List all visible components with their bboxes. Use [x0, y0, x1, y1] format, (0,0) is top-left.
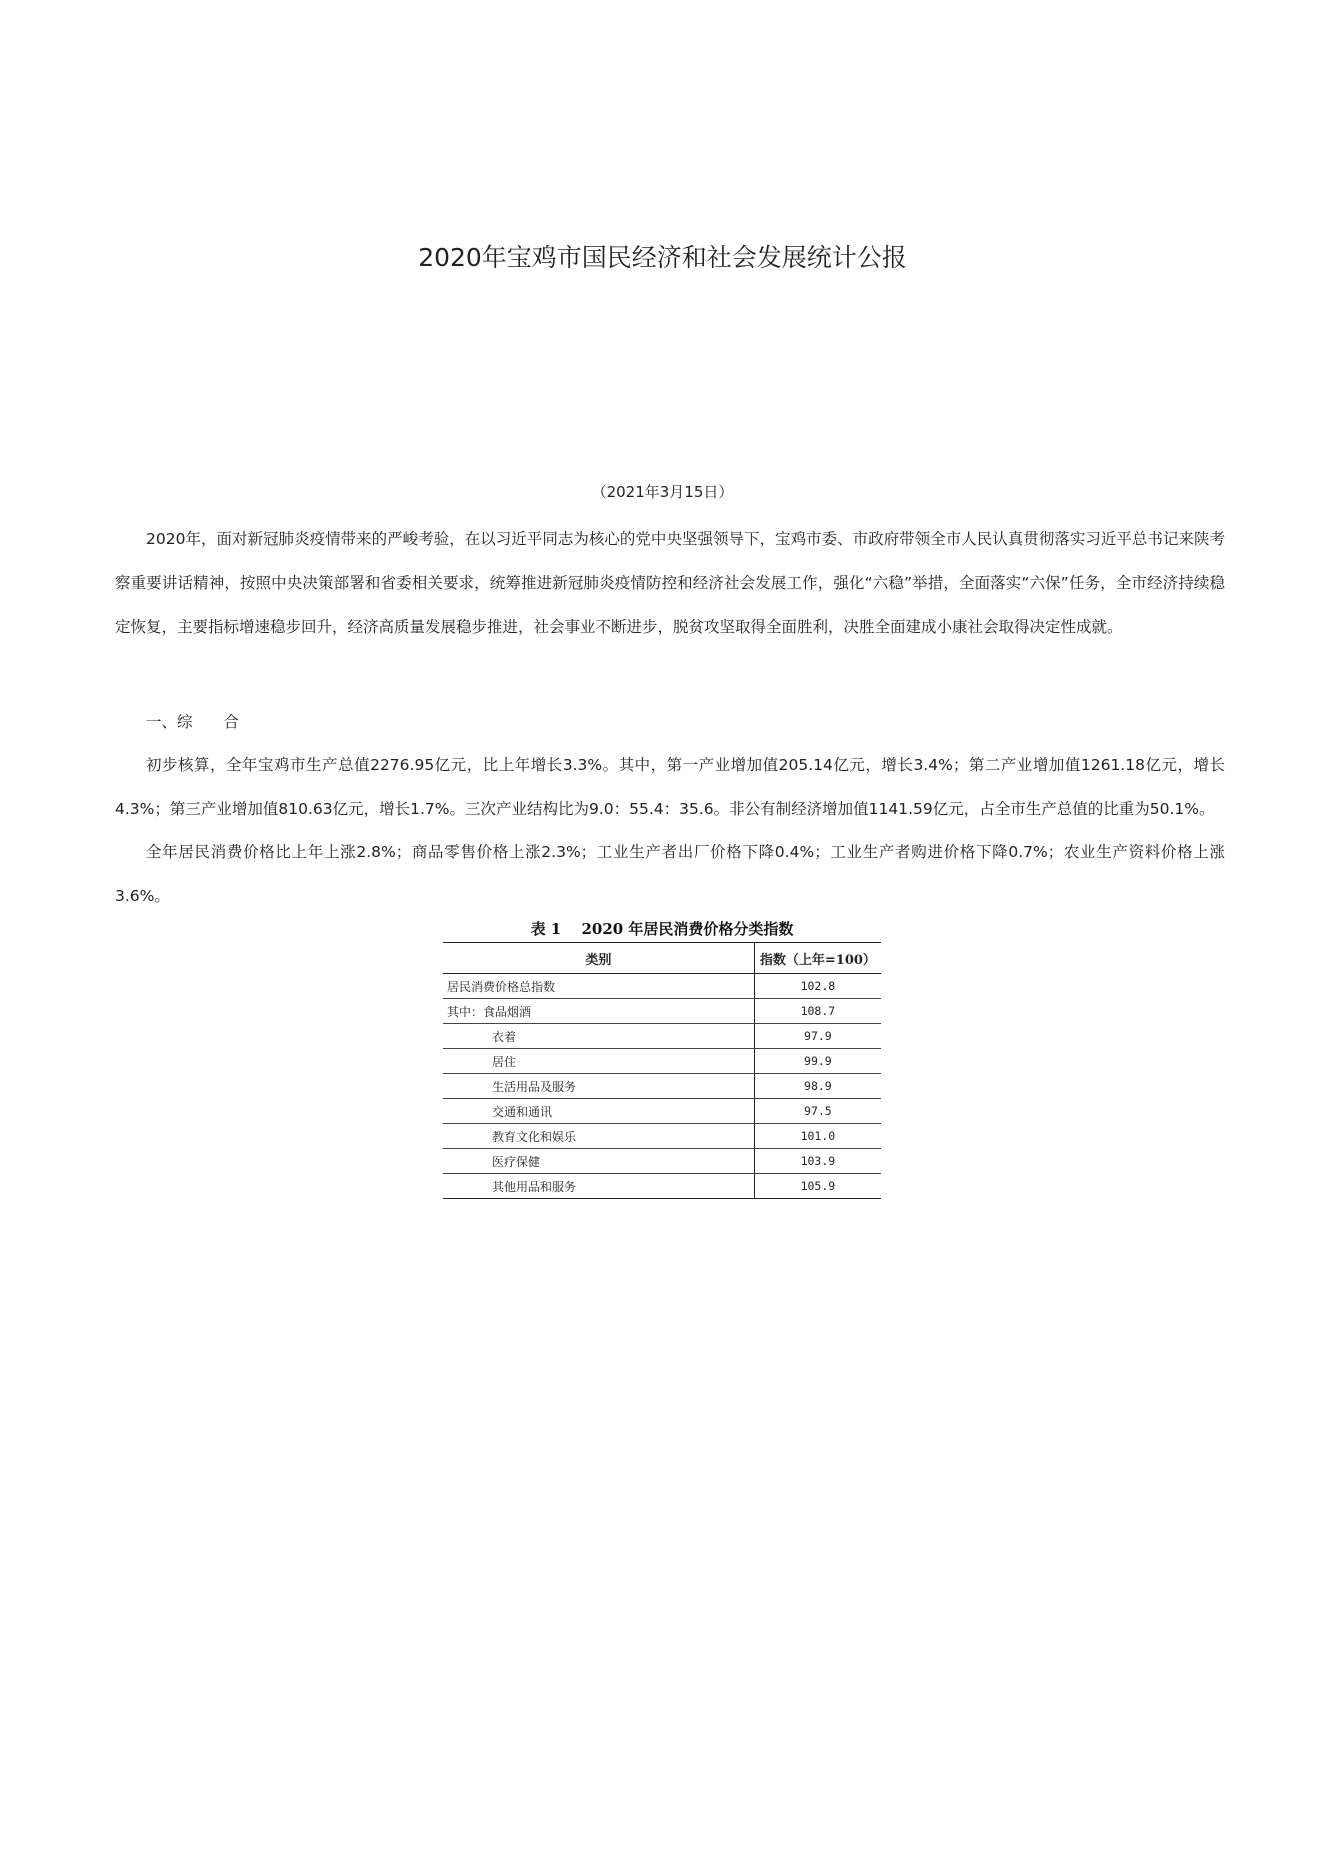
price-text: 全年居民消费价格比上年上涨2.8%；商品零售价格上涨2.3%；工业生产者出厂价格下降0.4%；工业生产者购进价格下降0.7%；农业生产资料价格上涨3.6%。: [115, 843, 1225, 905]
row-value: 99.9: [754, 1049, 881, 1074]
price-paragraph: [115, 830, 1225, 918]
section-heading: [115, 700, 1225, 744]
row-category: 其中：食品烟酒: [443, 999, 754, 1024]
row-value: 105.9: [754, 1174, 881, 1199]
table-row: [443, 999, 881, 1024]
table-row: [443, 1149, 881, 1174]
table-row: [443, 1049, 881, 1074]
row-value: 102.8: [754, 974, 881, 999]
row-category: 居民消费价格总指数: [443, 974, 754, 999]
intro-text: 2020年，面对新冠肺炎疫情带来的严峻考验，在以习近平同志为核心的党中央坚强领导下，宝鸡市委、市政府带领全市人民认真贯彻落实习近平总书记来陕考察重要讲话精神，按照中央决策部署和省委相关要求，统筹推进新冠肺炎疫情防控和经济社会发展工作，强化“六稳”举措，全面落实“六保”任务，全市经济持续稳定恢复，主要指标增速稳步回升，经济高质量发展稳步推进，社会事业不断进步，脱贫攻坚取得全面胜利，决胜全面建成小康社会取得决定性成就。: [115, 530, 1225, 636]
document-date: （2021年3月15日）: [591, 483, 734, 501]
gdp-text: 初步核算，全年宝鸡市生产总值2276.95亿元，比上年增长3.3%。其中，第一产业增加值205.14亿元，增长3.4%；第二产业增加值1261.18亿元，增长4.3%；第三产业增加值810.63亿元，增长1.7%。三次产业结构比为9.0：55.4：35.6。非公有制经济增加值1141.59亿元，占全市生产总值的比重为50.1%。: [115, 756, 1225, 818]
gdp-paragraph: [115, 743, 1225, 831]
row-value: 101.0: [754, 1124, 881, 1149]
row-category: 其他用品和服务: [443, 1174, 754, 1199]
cpi-table: [443, 942, 881, 1199]
table-row: [443, 974, 881, 999]
row-category: 衣着: [443, 1024, 754, 1049]
row-value: 97.9: [754, 1024, 881, 1049]
table-row: [443, 1174, 881, 1199]
row-category: 居住: [443, 1049, 754, 1074]
row-value: 98.9: [754, 1074, 881, 1099]
intro-paragraph: [115, 517, 1225, 649]
table-header-row: [443, 943, 881, 974]
row-value: 97.5: [754, 1099, 881, 1124]
table-row: [443, 1099, 881, 1124]
row-category: 医疗保健: [443, 1149, 754, 1174]
row-value: 108.7: [754, 999, 881, 1024]
table-row: [443, 1024, 881, 1049]
row-value: 103.9: [754, 1149, 881, 1174]
table-row: [443, 1074, 881, 1099]
document-title: 2020年宝鸡市国民经济和社会发展统计公报: [418, 243, 907, 272]
header-index: 指数（上年=100）: [754, 943, 881, 974]
row-category: 生活用品及服务: [443, 1074, 754, 1099]
row-category: 交通和通讯: [443, 1099, 754, 1124]
header-category: 类别: [443, 943, 754, 974]
row-category: 教育文化和娱乐: [443, 1124, 754, 1149]
table-caption: 表 1 2020 年居民消费价格分类指数: [530, 920, 794, 938]
cpi-table-block: [443, 916, 881, 1199]
section-1-heading: 一、综 合: [146, 713, 240, 731]
table-row: [443, 1124, 881, 1149]
